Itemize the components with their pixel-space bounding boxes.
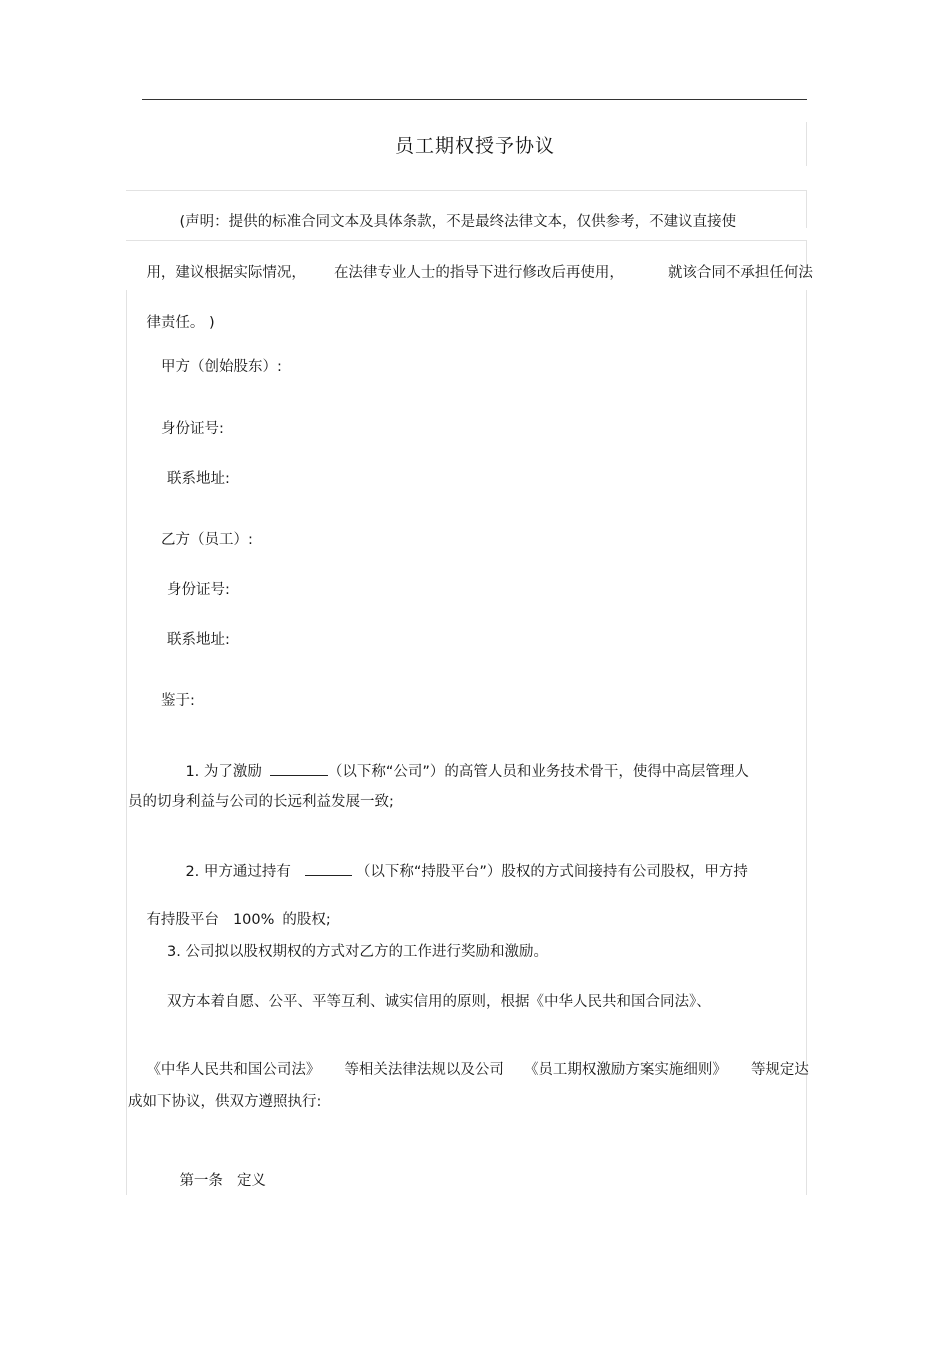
- whereas-heading: 鉴于:: [161, 693, 195, 709]
- article-title: 定义: [236, 1173, 266, 1189]
- disclaimer-line-2: [128, 246, 813, 300]
- disclaimer-text: 用，建议根据实际情况，: [146, 265, 306, 281]
- disclaimer-line-3: [128, 296, 215, 350]
- preamble-text: 等相关法律法规以及公司: [344, 1062, 504, 1078]
- party-b-heading: 乙方（员工）:: [161, 532, 253, 548]
- disclaimer-text: 就该合同不承担任何法: [667, 265, 813, 281]
- whereas-item-1-cont: 员的切身利益与公司的长远利益发展一致;: [128, 794, 394, 810]
- disclaimer-text: 律责任。 ): [146, 315, 215, 331]
- frame-line-left-4: [126, 290, 127, 1195]
- preamble-text: 《中华人民共和国公司法》: [146, 1062, 321, 1078]
- frame-line-top-2: [126, 190, 807, 191]
- preamble-line-2: [128, 1043, 809, 1097]
- whereas-text: 有持股平台: [146, 912, 219, 928]
- whereas-text: （以下称“持股平台”）股权的方式间接持有公司股权，甲方持: [355, 864, 748, 880]
- article-number: 第一条: [179, 1173, 223, 1189]
- party-a-heading: 甲方（创始股东）:: [161, 359, 282, 375]
- preamble-text: 《员工期权激励方案实施细则》: [523, 1062, 727, 1078]
- party-b-id-label: 身份证号:: [167, 582, 230, 598]
- frame-line-right-2: [806, 190, 807, 228]
- top-rule: [142, 99, 807, 100]
- share-percentage: 100%: [232, 912, 275, 928]
- whereas-text: 的股权;: [282, 912, 331, 928]
- party-a-address-label: 联系地址:: [167, 471, 230, 487]
- company-name-blank: [270, 761, 328, 776]
- whereas-text: 1. 为了激励: [185, 764, 262, 780]
- party-a-id-label: 身份证号:: [161, 421, 224, 437]
- preamble-text: 等规定达: [750, 1062, 809, 1078]
- preamble-line-3: 成如下协议，供双方遵照执行:: [128, 1094, 322, 1110]
- disclaimer-text: 在法律专业人士的指导下进行修改后再使用，: [333, 265, 624, 281]
- disclaimer-text: (声明：提供的标准合同文本及具体条款，不是最终法律文本，仅供参考，不建议直接使: [179, 214, 737, 230]
- disclaimer-line-1: [161, 195, 736, 249]
- article-1-heading: [161, 1154, 266, 1208]
- whereas-item-1: [167, 743, 749, 799]
- whereas-item-2: [167, 843, 748, 899]
- whereas-item-2-cont: [128, 893, 331, 947]
- whereas-text: （以下称“公司”）的高管人员和业务技术骨干，使得中高层管理人: [327, 764, 749, 780]
- preamble-line-1: 双方本着自愿、公平、平等互利、诚实信用的原则，根据《中华人民共和国合同法》、: [167, 994, 711, 1010]
- whereas-text: 2. 甲方通过持有: [185, 864, 291, 880]
- whereas-item-3: 3. 公司拟以股权期权的方式对乙方的工作进行奖励和激励。: [167, 944, 548, 960]
- document-title: 员工期权授予协议: [394, 135, 555, 157]
- party-b-address-label: 联系地址:: [167, 632, 230, 648]
- platform-name-blank: [305, 861, 352, 876]
